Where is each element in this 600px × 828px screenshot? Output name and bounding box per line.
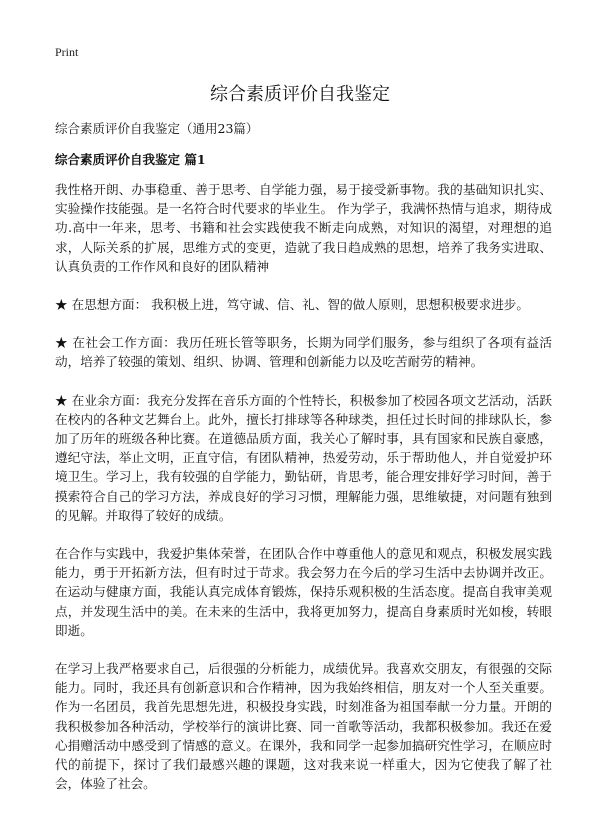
print-label[interactable]: Print xyxy=(55,45,79,59)
paragraph-spare-time: ★ 在业余方面：我充分发挥在音乐方面的个性特长，积极参加了校园各项文艺活动，活跃在校内的各种文艺舞台上。此外，擅长打排球等各种球类，担任过长时间的排球队长，参加了历年的班级各种比赛。在道德品质方面，我关心了解时事，具有国家和民族自豪感，遵纪守法，举止文明，正直守信，有团队精神，热爱劳动，乐于帮助他人，并自觉爱护环境卫生。学习上，我有较强的自学能力，勤钻研，肯思考，能合理安排好学习时间，善于摸索符合自己的学习方法，养成良好的学习习惯，理解能力强，思维敏捷，对问题有独到的见解。并取得了较好的成绩。 xyxy=(55,392,552,523)
paragraph-study: 在学习上我严格要求自己，后很强的分析能力，成绩优异。我喜欢交朋友，有很强的交际能力。同时，我还具有创新意识和合作精神，因为我始终相信，朋友对一个人至关重要。作为一名团员，我首先思想先进，积极投身实践，时刻准备为祖国奉献一分力量。开朗的我积极参加各种活动，学校举行的演讲比赛、同一首歌等活动，我都积极参加。我还在爱心捐赠活动中感受到了情感的意义。在课外，我和同学一起参加搞研究性学习，在顺应时代的前提下，探讨了我们最感兴趣的课题，这对我来说一样重大，因为它使我了解了社会，体验了社会。 xyxy=(55,661,552,792)
section-heading: 综合素质评价自我鉴定 篇1 xyxy=(55,152,206,167)
body-text xyxy=(55,180,552,812)
paragraph-intro: 我性格开朗、办事稳重、善于思考、自学能力强，易于接受新事物。我的基础知识扎实、实验操作技能强。是一名符合时代要求的毕业生。 作为学子，我满怀热情与追求，期待成功.高中一年来，思考、书籍和社会实践使我不断走向成熟，对知识的渴望，对理想的追求，人际关系的扩展，思维方式的变更，造就了我日趋成熟的思想，培养了我务实进取、认真负责的工作作风和良好的团队精神 xyxy=(55,182,552,274)
document-subtitle: 综合素质评价自我鉴定（通用23篇） xyxy=(55,121,259,136)
page-title: 综合素质评价自我鉴定 xyxy=(210,84,390,105)
paragraph-cooperation: 在合作与实践中，我爱护集体荣誉，在团队合作中尊重他人的意见和观点，积极发展实践能力，勇于开拓新方法，但有时过于苛求。我会努力在今后的学习生活中去协调并改正。在运动与健康方面，我能认真完成体育锻炼，保持乐观积极的生活态度。提高自我审美观点，并发现生活中的美。在未来的生活中，我将更加努力，提高自身素质时光如梭，转眼即逝。 xyxy=(55,546,552,638)
paragraph-social-work: ★ 在社会工作方面：我历任班长管等职务，长期为同学们服务，参与组织了各项有益活动，培养了较强的策划、组织、协调、管理和创新能力以及吃苦耐劳的精神。 xyxy=(55,335,552,370)
paragraph-thought: ★ 在思想方面： 我积极上进，笃守诚、信、礼、智的做人原则，思想积极要求进步。 xyxy=(55,297,529,313)
